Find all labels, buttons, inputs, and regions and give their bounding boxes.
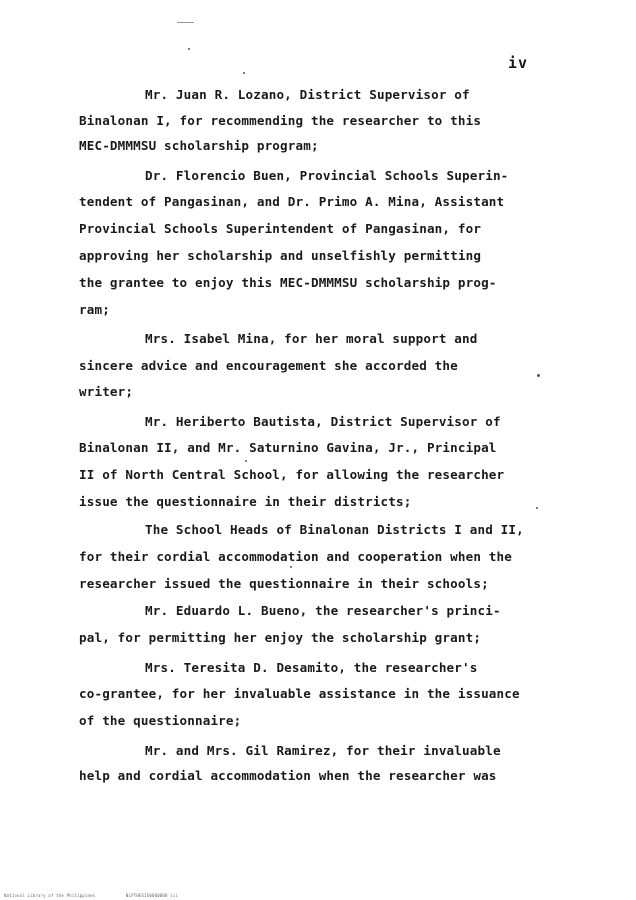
footer-code: NLPTHESIS0000000 iii	[125, 893, 179, 898]
text-line: II of North Central School, for allowing the researcher	[79, 467, 505, 482]
scan-speck	[188, 48, 190, 50]
text-line: co-grantee, for her invaluable assistance in the issuance	[79, 686, 520, 701]
text-line: MEC-DMMMSU scholarship program;	[79, 138, 319, 153]
scan-speck	[290, 566, 292, 568]
text-line: pal, for permitting her enjoy the scholarship grant;	[79, 630, 482, 645]
page-number: iv	[507, 54, 528, 72]
scan-speck	[245, 460, 247, 462]
text-line: of the questionnaire;	[79, 713, 242, 728]
text-line: Binalonan II, and Mr. Saturnino Gavina, Jr., Principal	[79, 440, 497, 455]
text-line: Binalonan I, for recommending the researcher to this	[79, 113, 482, 128]
text-line: researcher issued the questionnaire in their schools;	[79, 576, 489, 591]
text-line: the grantee to enjoy this MEC-DMMMSU scholarship prog-	[79, 275, 497, 290]
text-line: Mr. Eduardo L. Bueno, the researcher's princi-	[145, 603, 501, 618]
text-line: Provincial Schools Superintendent of Pangasinan, for	[79, 221, 482, 236]
scan-speck	[537, 374, 540, 377]
text-line: for their cordial accommodation and cooperation when the	[79, 549, 512, 564]
scan-artifact	[177, 22, 194, 23]
text-line: Mr. Heriberto Bautista, District Supervisor of	[145, 414, 501, 429]
text-line: issue the questionnaire in their districts;	[79, 494, 412, 509]
text-line: writer;	[79, 384, 134, 399]
text-line: ram;	[79, 302, 110, 317]
text-line: help and cordial accommodation when the researcher was	[79, 768, 497, 783]
text-line: Mrs. Teresita D. Desamito, the researcher's	[145, 660, 478, 675]
text-line: Dr. Florencio Buen, Provincial Schools Superin-	[145, 168, 509, 183]
text-line: Mrs. Isabel Mina, for her moral support and	[145, 331, 478, 346]
text-line: Mr. and Mrs. Gil Ramirez, for their invaluable	[145, 743, 501, 758]
text-line: sincere advice and encouragement she accorded the	[79, 358, 458, 373]
text-line: approving her scholarship and unselfishly permitting	[79, 248, 482, 263]
archive-footer	[4, 893, 206, 898]
text-line: tendent of Pangasinan, and Dr. Primo A. Mina, Assistant	[79, 194, 505, 209]
footer-library: National Library of the Philippines	[4, 893, 96, 898]
text-line: Mr. Juan R. Lozano, District Supervisor of	[145, 87, 470, 102]
scan-speck	[243, 72, 245, 74]
scan-speck	[536, 507, 538, 509]
text-line: The School Heads of Binalonan Districts I and II,	[145, 522, 524, 537]
